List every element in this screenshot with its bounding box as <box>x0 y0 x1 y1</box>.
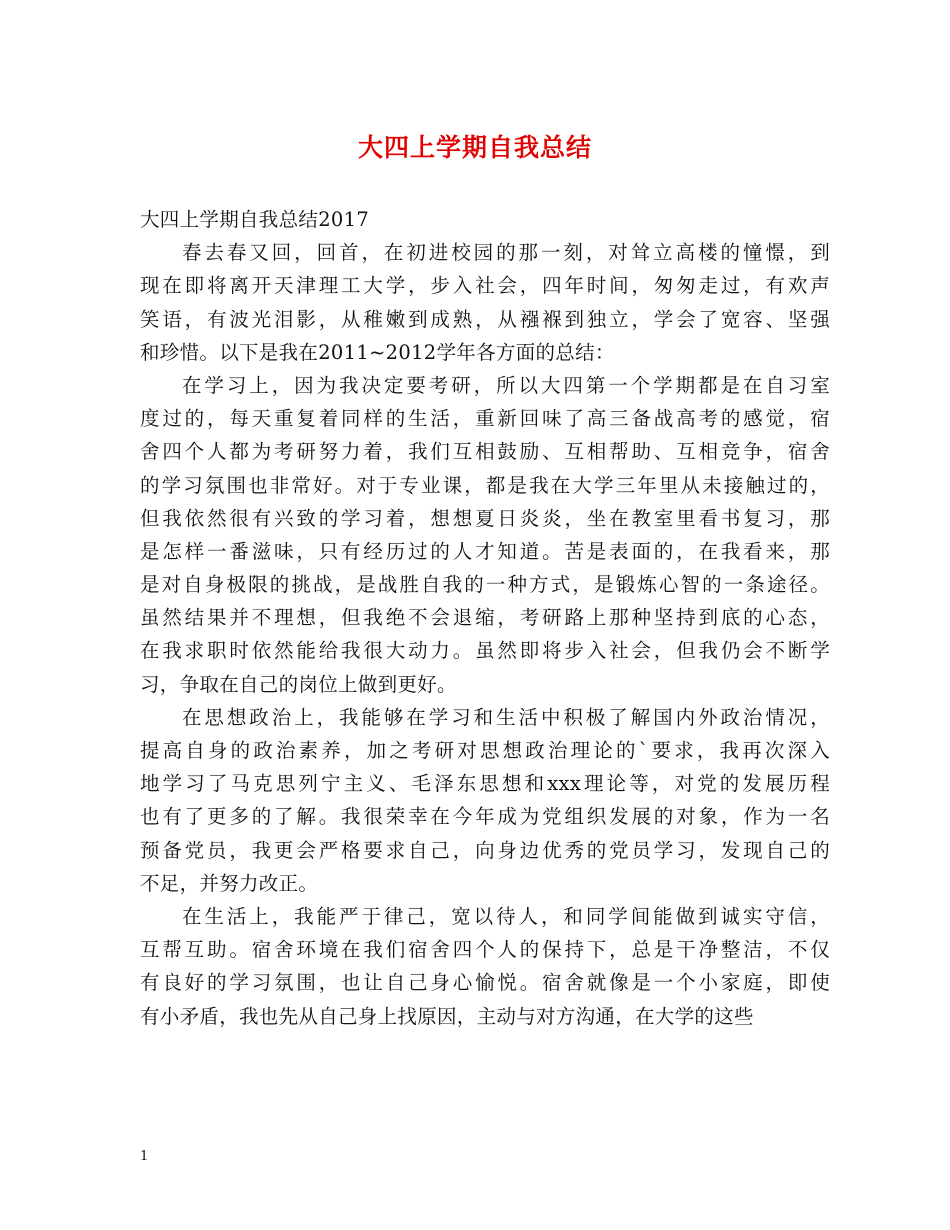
paragraph-line: 互帮互助。宿舍环境在我们宿舍四个人的保持下，总是干净整洁，不仅 <box>140 938 830 962</box>
paragraph-line: 不足，并努力改正。 <box>140 871 319 895</box>
document-title: 大四上学期自我总结 <box>357 133 592 162</box>
paragraph-line: 的学习氛围也非常好。对于专业课，都是我在大学三年里从未接触过的， <box>140 473 830 497</box>
paragraph-line: 在生活上，我能严于律己，宽以待人，和同学间能做到诚实守信， <box>182 904 830 928</box>
paragraph-line: 但我依然很有兴致的学习着，想想夏日炎炎，坐在教室里看书复习，那 <box>140 506 830 530</box>
paragraph-line: 和珍惜。以下是我在2011~2012学年各方面的总结： <box>140 340 615 364</box>
paragraph-line: 地学习了马克思列宁主义、毛泽东思想和xxx理论等，对党的发展历程 <box>140 772 830 796</box>
paragraph-line: 在思想政治上，我能够在学习和生活中积极了解国内外政治情况， <box>182 705 830 729</box>
paragraph-line: 预备党员，我更会严格要求自己，向身边优秀的党员学习，发现自己的 <box>140 838 830 862</box>
subtitle-line: 大四上学期自我总结2017 <box>140 208 370 231</box>
paragraph-line: 是怎样一番滋味，只有经历过的人才知道。苦是表面的，在我看来，那 <box>140 539 830 563</box>
paragraph-line: 在我求职时依然能给我很大动力。虽然即将步入社会，但我仍会不断学 <box>140 639 830 663</box>
paragraph-line: 是对自身极限的挑战，是战胜自我的一种方式，是锻炼心智的一条途径。 <box>140 573 830 597</box>
paragraph <box>140 701 830 900</box>
page-number: 1 <box>140 1149 149 1164</box>
paragraph-line: 舍四个人都为考研努力着，我们互相鼓励、互相帮助、互相竞争，宿舍 <box>140 440 830 464</box>
paragraph <box>140 900 830 1033</box>
paragraph-line: 春去春又回，回首，在初进校园的那一刻，对耸立高楼的憧憬，到 <box>182 241 830 265</box>
paragraph-line: 有良好的学习氛围，也让自己身心愉悦。宿舍就像是一个小家庭，即使 <box>140 971 830 995</box>
paragraph-line: 有小矛盾，我也先从自己身上找原因，主动与对方沟通，在大学的这些 <box>140 1004 754 1028</box>
paragraph <box>140 236 830 369</box>
paragraph-line: 虽然结果并不理想，但我绝不会退缩，考研路上那种坚持到底的心态， <box>140 606 830 630</box>
paragraph-line: 习，争取在自己的岗位上做到更好。 <box>140 672 457 696</box>
paragraph-line: 提高自身的政治素养，加之考研对思想政治理论的`要求，我再次深入 <box>140 739 830 762</box>
paragraph-line: 也有了更多的了解。我很荣幸在今年成为党组织发展的对象，作为一名 <box>140 805 830 829</box>
paragraph-line: 在学习上，因为我决定要考研，所以大四第一个学期都是在自习室 <box>182 373 830 397</box>
paragraph-line: 现在即将离开天津理工大学，步入社会，四年时间，匆匆走过，有欢声 <box>140 274 830 298</box>
paragraph <box>140 369 830 701</box>
document-body <box>140 203 830 1033</box>
paragraph-line: 笑语，有波光泪影，从稚嫩到成熟，从襁褓到独立，学会了宽容、坚强 <box>140 307 830 331</box>
paragraph-line: 度过的，每天重复着同样的生活，重新回味了高三备战高考的感觉，宿 <box>140 407 830 431</box>
